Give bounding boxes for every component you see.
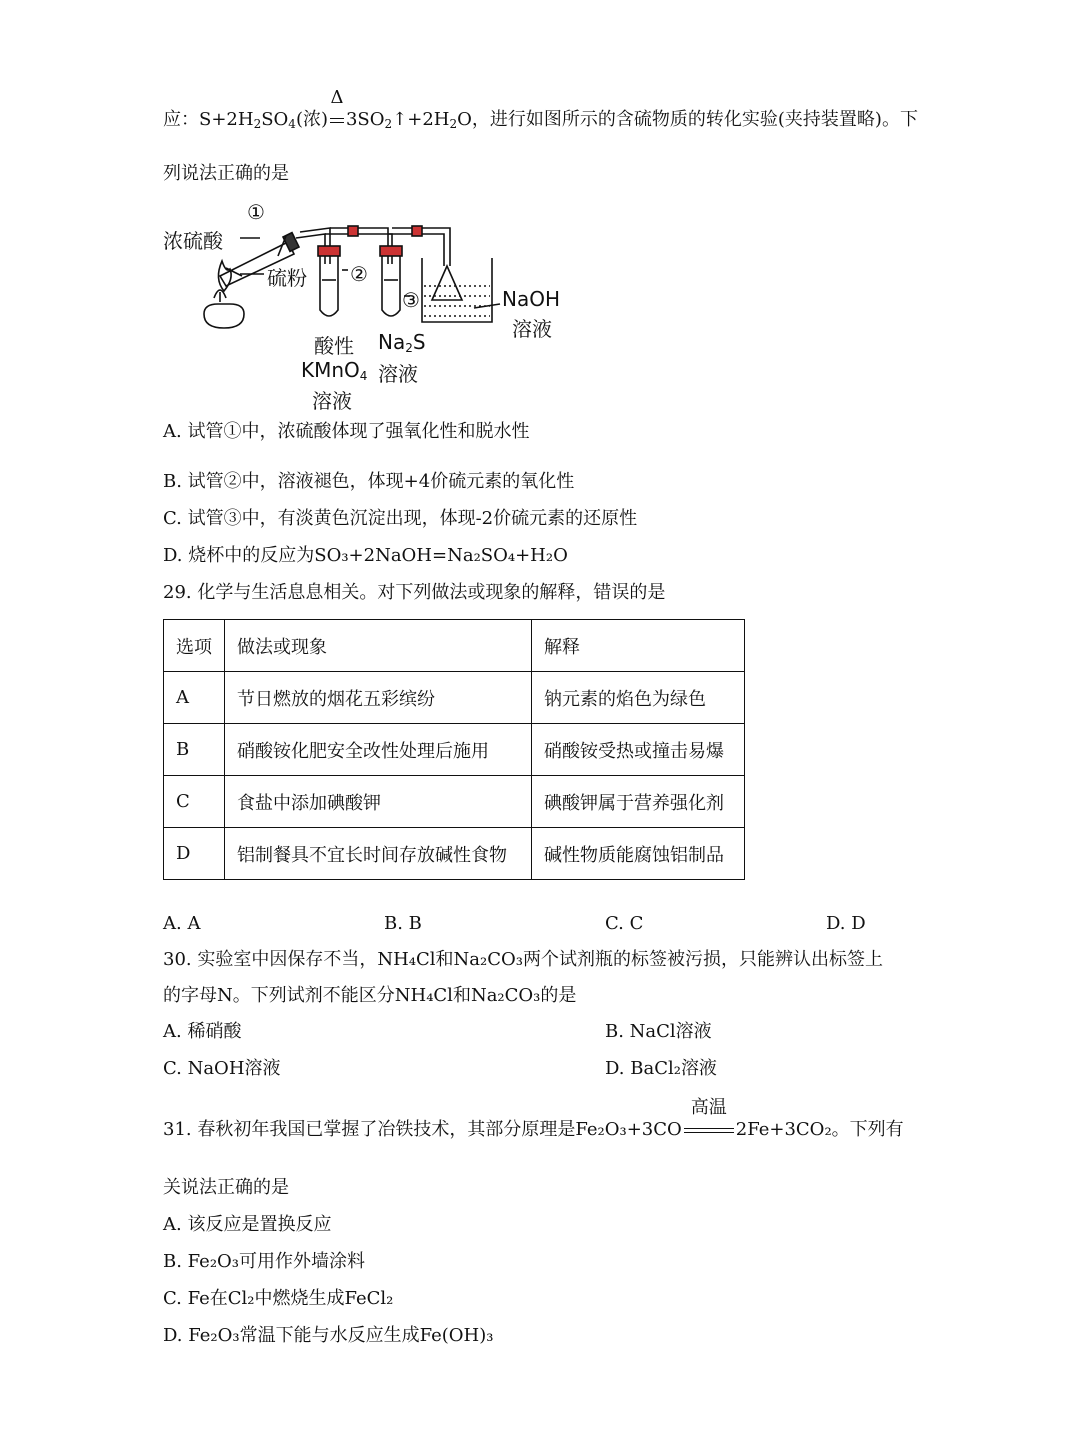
q31-option-c[interactable]: C. Fe在Cl₂中燃烧生成FeCl₂ bbox=[163, 1288, 394, 1309]
table-cell: 硝酸铵化肥安全改性处理后施用 bbox=[225, 724, 532, 776]
label-naoh-2: 溶液 bbox=[512, 317, 552, 341]
q29-option-a[interactable]: A. A bbox=[163, 913, 201, 934]
table-cell: A bbox=[164, 672, 225, 724]
table-cell: 硝酸铵受热或撞击易爆 bbox=[532, 724, 745, 776]
table-cell: B bbox=[164, 724, 225, 776]
stem-text: SO bbox=[261, 109, 289, 130]
test-tube-3 bbox=[382, 256, 400, 316]
kmno4-text: KMnO bbox=[301, 358, 360, 382]
na2s-sub: 2 bbox=[405, 341, 413, 355]
table-header-row bbox=[164, 620, 745, 672]
label-kmno4-2 bbox=[301, 358, 367, 382]
label-kmno4-1: 酸性 bbox=[314, 334, 354, 358]
q31-stem-line1 bbox=[163, 1097, 904, 1142]
q28-stem-line2: 列说法正确的是 bbox=[163, 163, 289, 184]
table-row bbox=[164, 672, 745, 724]
table-row bbox=[164, 776, 745, 828]
table-header-cell: 选项 bbox=[164, 620, 225, 672]
q30-stem-line2: 的字母N。下列试剂不能区分NH₄Cl和Na₂CO₃的是 bbox=[163, 985, 577, 1006]
label-na2s-1 bbox=[378, 330, 426, 354]
q30-option-a[interactable]: A. 稀硝酸 bbox=[163, 1021, 242, 1042]
q29-stem: 29. 化学与生活息息相关。对下列做法或现象的解释，错误的是 bbox=[163, 582, 666, 603]
label-sulfur: 硫粉 bbox=[267, 266, 307, 290]
q29-option-d[interactable]: D. D bbox=[826, 913, 866, 934]
stem-text: 2Fe+3CO₂。下列有 bbox=[735, 1119, 904, 1140]
stem-text: 31. 春秋初年我国已掌握了冶铁技术，其部分原理是Fe₂O₃+3CO bbox=[163, 1119, 682, 1140]
table-cell: 食盐中添加碘酸钾 bbox=[225, 776, 532, 828]
high-temp-condition bbox=[684, 1097, 734, 1142]
q31-option-b[interactable]: B. Fe₂O₃可用作外墙涂料 bbox=[163, 1251, 366, 1272]
q28-option-a[interactable]: A. 试管①中，浓硫酸体现了强氧化性和脱水性 bbox=[163, 421, 530, 442]
q30-option-b[interactable]: B. NaCl溶液 bbox=[605, 1021, 712, 1042]
q30-option-d[interactable]: D. BaCl₂溶液 bbox=[605, 1058, 717, 1079]
label-na2s-2: 溶液 bbox=[378, 362, 418, 386]
q30-stem-line1: 30. 实验室中因保存不当，NH₄Cl和Na₂CO₃两个试剂瓶的标签被污损，只能辨认出标签上 bbox=[163, 949, 883, 970]
q29-option-b[interactable]: B. B bbox=[384, 913, 422, 934]
q28-option-d[interactable]: D. 烧杯中的反应为SO₃+2NaOH=Na₂SO₄+H₂O bbox=[163, 545, 568, 566]
table-cell: 铝制餐具不宜长时间存放碱性食物 bbox=[225, 828, 532, 880]
heat-condition bbox=[330, 87, 344, 132]
stem-text: (浓) bbox=[295, 109, 328, 130]
label-tube-3: ③ bbox=[402, 288, 420, 312]
table-row bbox=[164, 828, 745, 880]
stem-text: 3SO bbox=[345, 109, 385, 130]
na2s-text: Na bbox=[378, 330, 406, 354]
q31-option-d[interactable]: D. Fe₂O₃常温下能与水反应生成Fe(OH)₃ bbox=[163, 1325, 494, 1346]
label-tube-1: ① bbox=[247, 200, 265, 224]
table-header-cell: 做法或现象 bbox=[225, 620, 532, 672]
label-kmno4-3: 溶液 bbox=[312, 389, 352, 413]
table-row bbox=[164, 724, 745, 776]
stem-text: ↑+2H bbox=[392, 109, 450, 130]
stem-text: 应：S+2H bbox=[163, 109, 254, 130]
label-naoh-1: NaOH bbox=[502, 287, 560, 311]
q28-option-c[interactable]: C. 试管③中，有淡黄色沉淀出现，体现-2价硫元素的还原性 bbox=[163, 508, 638, 529]
alcohol-lamp-icon bbox=[204, 304, 244, 328]
stem-text: O，进行如图所示的含硫物质的转化实验(夹持装置略)。下 bbox=[457, 109, 918, 130]
table-cell: 碱性物质能腐蚀铝制品 bbox=[532, 828, 745, 880]
q30-option-c[interactable]: C. NaOH溶液 bbox=[163, 1058, 281, 1079]
label-tube-2: ② bbox=[350, 262, 368, 286]
test-tube-2 bbox=[320, 256, 338, 316]
condition-text: 高温 bbox=[690, 1097, 727, 1118]
delta-symbol: Δ bbox=[330, 87, 344, 108]
table-cell: 碘酸钾属于营养强化剂 bbox=[532, 776, 745, 828]
q31-option-a[interactable]: A. 该反应是置换反应 bbox=[163, 1214, 332, 1235]
q29-table bbox=[163, 619, 745, 880]
table-header-cell: 解释 bbox=[532, 620, 745, 672]
table-cell: 钠元素的焰色为绿色 bbox=[532, 672, 745, 724]
label-conc-acid: 浓硫酸 bbox=[163, 229, 223, 253]
q29-option-c[interactable]: C. C bbox=[605, 913, 644, 934]
kmno4-sub: 4 bbox=[359, 369, 368, 383]
table-cell: C bbox=[164, 776, 225, 828]
table-cell: D bbox=[164, 828, 225, 880]
na2s-text: S bbox=[412, 330, 426, 354]
q28-stem-line1: 应：$S+2H_2SO_4$(浓) Δ $3SO_2↑+2H_2O$，进行如图所示的含硫物质的转化实验(夹持装置略)。下 bbox=[163, 87, 918, 131]
table-cell: 节日燃放的烟花五彩缤纷 bbox=[225, 672, 532, 724]
q31-stem-line2: 关说法正确的是 bbox=[163, 1177, 289, 1198]
q28-option-b[interactable]: B. 试管②中，溶液褪色，体现+4价硫元素的氧化性 bbox=[163, 471, 575, 492]
